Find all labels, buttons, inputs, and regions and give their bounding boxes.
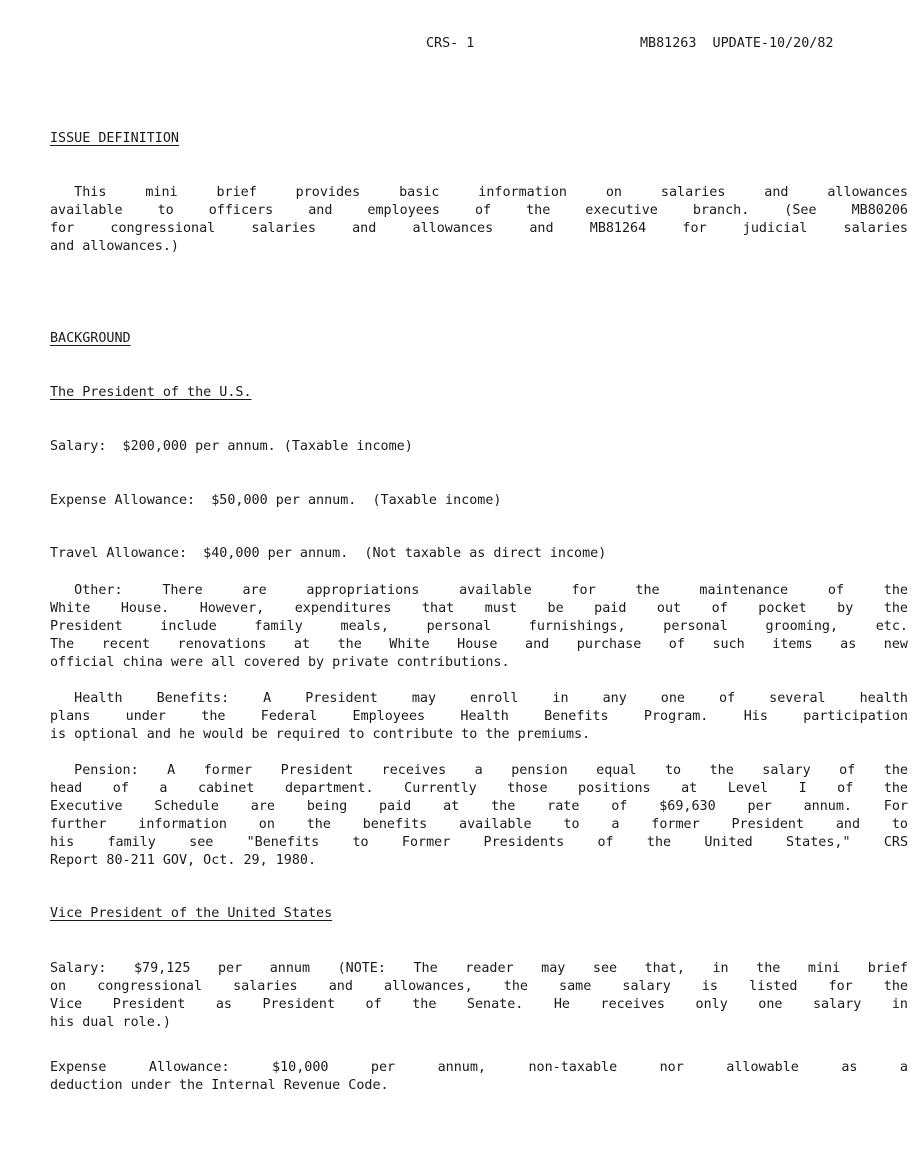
text-line: White House. However, expenditures that must be paid out of pocket by the [50, 601, 908, 616]
vice-president-salary-paragraph [50, 960, 908, 1032]
president-expense-allowance: Expense Allowance: $50,000 per annum. (Taxable income) [50, 493, 502, 508]
president-health-paragraph [50, 690, 908, 744]
text-line: and allowances.) [50, 239, 179, 254]
document-id: MB81263 UPDATE-10/20/82 [640, 36, 834, 51]
text-line: Other: There are appropriations available for the maintenance of the [74, 583, 908, 598]
text-line: Salary: $79,125 per annum (NOTE: The reader may see that, in the mini brief [50, 961, 908, 976]
text-line: Executive Schedule are being paid at the rate of $69,630 per annum. For [50, 799, 908, 814]
text-line: Report 80-211 GOV, Oct. 29, 1980. [50, 853, 317, 868]
text-line: Expense Allowance: $10,000 per annum, non-taxable nor allowable as a [50, 1060, 908, 1075]
text-line: for congressional salaries and allowances and MB81264 for judicial salaries [50, 221, 908, 236]
text-line: official china were all covered by private contributions. [50, 655, 510, 670]
president-heading: The President of the U.S. [50, 385, 252, 400]
text-line: plans under the Federal Employees Health Benefits Program. His participation [50, 709, 908, 724]
issue-definition-paragraph [50, 184, 908, 256]
text-line: deduction under the Internal Revenue Code. [50, 1078, 389, 1093]
text-line: his dual role.) [50, 1015, 171, 1030]
text-line: The recent renovations at the White House and purchase of such items as new [50, 637, 908, 652]
text-line: Health Benefits: A President may enroll in any one of several health [74, 691, 908, 706]
text-line: President include family meals, personal furnishings, personal grooming, etc. [50, 619, 908, 634]
text-line: his family see "Benefits to Former Presidents of the United States," CRS [50, 835, 908, 850]
president-other-paragraph [50, 582, 908, 672]
issue-definition-heading: ISSUE DEFINITION [50, 131, 179, 146]
background-heading: BACKGROUND [50, 331, 131, 346]
president-travel-allowance: Travel Allowance: $40,000 per annum. (Not taxable as direct income) [50, 546, 607, 561]
vice-president-heading: Vice President of the United States [50, 906, 333, 921]
president-salary: Salary: $200,000 per annum. (Taxable income) [50, 439, 413, 454]
text-line: head of a cabinet department. Currently those positions at Level I of the [50, 781, 908, 796]
text-line: This mini brief provides basic information on salaries and allowances [74, 185, 908, 200]
president-pension-paragraph [50, 762, 908, 870]
text-line: Pension: A former President receives a pension equal to the salary of the [74, 763, 908, 778]
page-number: CRS- 1 [426, 36, 475, 51]
vice-president-expense-paragraph [50, 1059, 908, 1095]
text-line: available to officers and employees of the executive branch. (See MB80206 [50, 203, 908, 218]
text-line: further information on the benefits available to a former President and to [50, 817, 908, 832]
text-line: is optional and he would be required to contribute to the premiums. [50, 727, 591, 742]
text-line: Vice President as President of the Senate. He receives only one salary in [50, 997, 908, 1012]
text-line: on congressional salaries and allowances, the same salary is listed for the [50, 979, 908, 994]
